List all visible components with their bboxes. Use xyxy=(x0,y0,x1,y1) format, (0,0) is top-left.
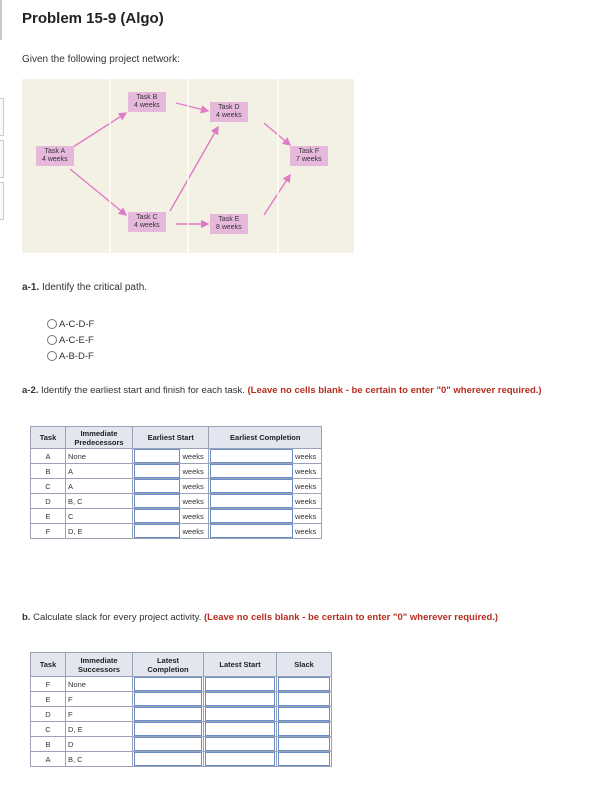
successors: B, C xyxy=(66,752,133,767)
arrow-a-c xyxy=(70,169,126,215)
predecessors: A xyxy=(66,479,133,494)
unit-label: weeks xyxy=(182,526,204,536)
earliest-times-table: Task Immediate Predecessors Earliest Start Earliest Completion A None weeks weeks B A weeks weeks C A weeks weeks D B, C weeks weeks E C weeks weeks F D, E weeks weeks xyxy=(30,426,322,539)
latest-completion-input[interactable] xyxy=(134,752,202,766)
node-task-d: Task D 4 weeks xyxy=(210,102,248,122)
earliest-completion-input[interactable] xyxy=(210,479,293,493)
slack-input[interactable] xyxy=(278,752,330,766)
earliest-completion-input[interactable] xyxy=(210,509,293,523)
slack-input[interactable] xyxy=(278,707,330,721)
slack-input[interactable] xyxy=(278,692,330,706)
unit-label: weeks xyxy=(295,466,317,476)
table-row xyxy=(31,737,332,752)
earliest-start-input[interactable] xyxy=(134,479,180,493)
radio-button[interactable] xyxy=(47,319,57,329)
successors: D, E xyxy=(66,722,133,737)
task-id: B xyxy=(31,737,66,752)
side-tab[interactable] xyxy=(0,182,4,220)
critical-path-options xyxy=(47,316,94,364)
side-tab[interactable] xyxy=(0,98,4,136)
left-border xyxy=(0,0,2,40)
table-row xyxy=(31,707,332,722)
unit-label: weeks xyxy=(295,526,317,536)
task-id: E xyxy=(31,509,66,524)
radio-option[interactable]: A-B-D-F xyxy=(47,348,94,364)
earliest-start-input[interactable] xyxy=(134,464,180,478)
node-task-b: Task B 4 weeks xyxy=(128,92,166,112)
unit-label: weeks xyxy=(182,451,204,461)
task-id: A xyxy=(31,449,66,464)
task-id: C xyxy=(31,479,66,494)
predecessors: B, C xyxy=(66,494,133,509)
latest-start-input[interactable] xyxy=(205,752,275,766)
latest-completion-input[interactable] xyxy=(134,707,202,721)
latest-completion-input[interactable] xyxy=(134,737,202,751)
table-row xyxy=(31,449,322,464)
predecessors: None xyxy=(66,449,133,464)
latest-start-input[interactable] xyxy=(205,722,275,736)
table-row xyxy=(31,524,322,539)
table-row xyxy=(31,677,332,692)
earliest-completion-input[interactable] xyxy=(210,524,293,538)
radio-option[interactable]: A-C-E-F xyxy=(47,332,94,348)
unit-label: weeks xyxy=(295,451,317,461)
page-title: Problem 15-9 (Algo) xyxy=(22,10,164,27)
task-id: D xyxy=(31,707,66,722)
task-id: C xyxy=(31,722,66,737)
table-row xyxy=(31,692,332,707)
node-task-e: Task E 8 weeks xyxy=(210,214,248,234)
unit-label: weeks xyxy=(295,511,317,521)
latest-completion-input[interactable] xyxy=(134,722,202,736)
table-row xyxy=(31,479,322,494)
earliest-start-input[interactable] xyxy=(134,494,180,508)
predecessors: A xyxy=(66,464,133,479)
arrow-c-d xyxy=(170,127,218,211)
arrow-a-b xyxy=(70,113,126,149)
earliest-completion-input[interactable] xyxy=(210,464,293,478)
table-row xyxy=(31,722,332,737)
task-id: A xyxy=(31,752,66,767)
slack-input[interactable] xyxy=(278,677,330,691)
latest-completion-input[interactable] xyxy=(134,677,202,691)
slack-table: Task Immediate Successors Latest Completion Latest Start Slack F None E F D F C D, E B D A B, C xyxy=(30,652,332,767)
task-id: D xyxy=(31,494,66,509)
question-b: b. Calculate slack for every project activity. (Leave no cells blank - be certain to enter "0" wherever required.) xyxy=(22,612,499,623)
latest-start-input[interactable] xyxy=(205,692,275,706)
task-id: F xyxy=(31,524,66,539)
unit-label: weeks xyxy=(182,481,204,491)
task-id: E xyxy=(31,692,66,707)
node-task-a: Task A 4 weeks xyxy=(36,146,74,166)
table-row xyxy=(31,509,322,524)
unit-label: weeks xyxy=(182,466,204,476)
successors: D xyxy=(66,737,133,752)
table-row xyxy=(31,752,332,767)
project-network-diagram xyxy=(22,79,354,253)
latest-start-input[interactable] xyxy=(205,677,275,691)
slack-input[interactable] xyxy=(278,737,330,751)
side-tab[interactable] xyxy=(0,140,4,178)
slack-input[interactable] xyxy=(278,722,330,736)
node-task-c: Task C 4 weeks xyxy=(128,212,166,232)
radio-button[interactable] xyxy=(47,351,57,361)
unit-label: weeks xyxy=(295,481,317,491)
radio-option[interactable]: A-C-D-F xyxy=(47,316,94,332)
task-id: F xyxy=(31,677,66,692)
table-row xyxy=(31,494,322,509)
unit-label: weeks xyxy=(182,496,204,506)
question-a1: a-1. Identify the critical path. xyxy=(22,282,148,293)
predecessors: D, E xyxy=(66,524,133,539)
intro-text: Given the following project network: xyxy=(22,54,180,65)
task-id: B xyxy=(31,464,66,479)
successors: F xyxy=(66,692,133,707)
latest-start-input[interactable] xyxy=(205,737,275,751)
earliest-start-input[interactable] xyxy=(134,449,180,463)
earliest-start-input[interactable] xyxy=(134,509,180,523)
earliest-completion-input[interactable] xyxy=(210,449,293,463)
network-arrows xyxy=(22,79,354,253)
earliest-start-input[interactable] xyxy=(134,524,180,538)
unit-label: weeks xyxy=(295,496,317,506)
unit-label: weeks xyxy=(182,511,204,521)
node-task-f: Task F 7 weeks xyxy=(290,146,328,166)
latest-completion-input[interactable] xyxy=(134,692,202,706)
latest-start-input[interactable] xyxy=(205,707,275,721)
successors: None xyxy=(66,677,133,692)
radio-button[interactable] xyxy=(47,335,57,345)
earliest-completion-input[interactable] xyxy=(210,494,293,508)
arrow-b-d xyxy=(176,103,208,111)
question-a2: a-2. Identify the earliest start and finish for each task. (Leave no cells blank - be certain to enter "0" wherever required.) xyxy=(22,385,542,396)
predecessors: C xyxy=(66,509,133,524)
successors: F xyxy=(66,707,133,722)
table-row xyxy=(31,464,322,479)
